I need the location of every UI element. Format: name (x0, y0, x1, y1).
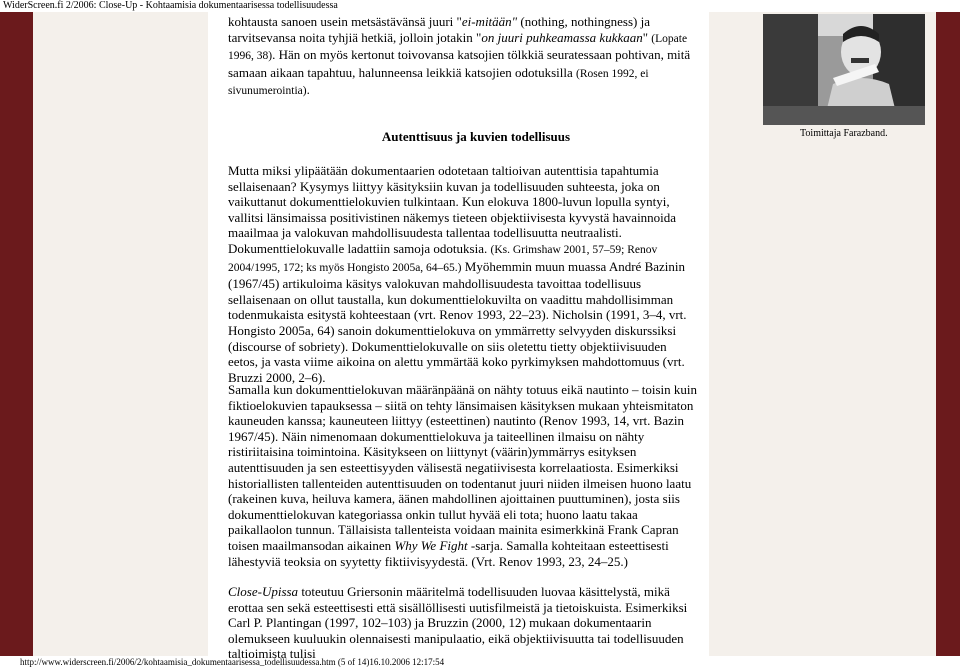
left-margin-panel (33, 12, 208, 656)
section-heading: Autenttisuus ja kuvien todellisuus (381, 129, 571, 144)
photo-man-leaning-out-car-window-icon (763, 14, 925, 125)
browser-print-footer: http://www.widerscreen.fi/2006/2/kohtaamisia_dokumentaarisessa_todellisuudessa.htm (5 of 14)16.10.2006 12:17:54 (20, 657, 445, 667)
left-frame-border (0, 12, 33, 656)
paragraph-3: Samalla kun dokumenttielokuvan määränpäänä on nähty totuus eikä nautinto – toisin kuin fiktioelokuvien tapauksessa – siitä on tehty länsimaisen käsityksen mukaan yhteismitaton kauneuden kanssa; kauneuteen liittyy (esteettinen) nautinto (Renov 1993, 14, vrt. Bazin 1967/45). Näin nimenomaan dokumenttielokuva ja taiteellinen ilmaisu on nähty ristiriitaisina toimintoina. Käsitykseen on liittynyt (väärin)ymmärrys esityksen autenttisuuden ja sen esteettisyyden välisestä negatiivisesta korrelaatiosta. Esimerkiksi historiallisten tallenteiden autenttisuuden on todentanut juuri niiden ilmeisen huono laatu (rakeinen kuva, heiluva kamera, äänen mahdollinen ajoittainen puuttuminen), josta siis dokumenttielokuvan kategoriassa onkin tullut hyvää eli tota; huono laatu takaa paikallaolon tunnun. Tällaisista tallenteista voidaan mainita esimerkkinä Frank Capran toisen maailmansodan aikainen Why We Fight -sarja. Samalla kohteitaan esteettisesti lähestyviä teoksia on syytetty fiktiivisyydestä. (Vrt. Renov 1993, 23, 24–25.) (228, 382, 697, 569)
browser-print-header: WiderScreen.fi 2/2006: Close-Up - Kohtaamisia dokumentaarisessa todellisuudessa (3, 0, 338, 11)
article-photo (763, 14, 925, 125)
article-content (208, 12, 709, 662)
paragraph-4: Close-Upissa toteutuu Griersonin määritelmä todellisuuden luovaa käsittelystä, mikä erottaa sen sekä esteettisesti että sisällöllisesti uutisfilmeistä ja tietoiskuista. Esimerkiksi Carl P. Plantingan (1997, 102–103) ja Bruzzin (2000, 12) mukaan dokumentaarin olemukseen kuuluukin olennaisesti manipulaatio, eikä objektiivisuutta tai todellisuuden taltioimista tulisi (228, 584, 688, 662)
paragraph-2: Mutta miksi ylipäätään dokumentaarien odotetaan taltioivan autenttisia tapahtumia sellaisenaan? Kysymys liittyy käsityksiin kuvan ja todellisuuden suhteesta, joka on vaikuttanut dokumenttielokuvien tulkintaan. Kun elokuva 1800-luvun lopulla syntyi, vallitsi länsimaissa positivistinen näkemys tieteen objektiivisesta kyvystä havainnoida maailmaa ja valokuvan mahdollisuudesta tallentaa todellisuutta neutraalisti. Dokumenttielokuvalle ladattiin samoja odotuksia. (Ks. Grimshaw 2001, 57–59; Renov 2004/1995, 172; ks myös Hongisto 2005a, 64–65.) Myöhemmin muun muassa André Bazinin (1967/45) artikuloima käsitys valokuvan mahdollisuudesta tavoittaa todellisuus sellaisenaan on ollut taustalla, kun dokumenttielokuvilta on vaadittu mahdollisimman todenmukaista esitystä kohteestaan (vrt. Renov 1993, 22–23). Nicholsin (1991, 3–4, vrt. Hongisto 2005a, 64) sanoin dokumenttielokuva on ymmärretty selvyyden diskurssiksi (discourse of sobriety). Dokumenttielokuvalle on siis oletettu tietty objektiivisuuden eetos, ja vasta viime aikoina on alettu ymmärtää koko pyrkimyksen mahdottomuus (vrt. Bruzzi 2000, 2–6). (228, 163, 687, 385)
paragraph-1: kohtausta sanoen usein metsästävänsä juuri "ei-mitään" (nothing, nothingness) ja tarvitsevansa noita tyhjiä hetkiä, jolloin jotakin "on juuri puhkeamassa kukkaan" (Lopate 1996, 38). Hän on myös kertonut toivovansa katsojien tölkkiä seuratessaan pohtivan, mitä samaan aikaan tapahtuu, halunneensa leikkiä katsojien odotuksilla (Rosen 1992, ei sivunumerointia). (228, 14, 691, 98)
right-frame-border (936, 12, 960, 656)
photo-caption: Toimittaja Farazband. (800, 128, 888, 139)
